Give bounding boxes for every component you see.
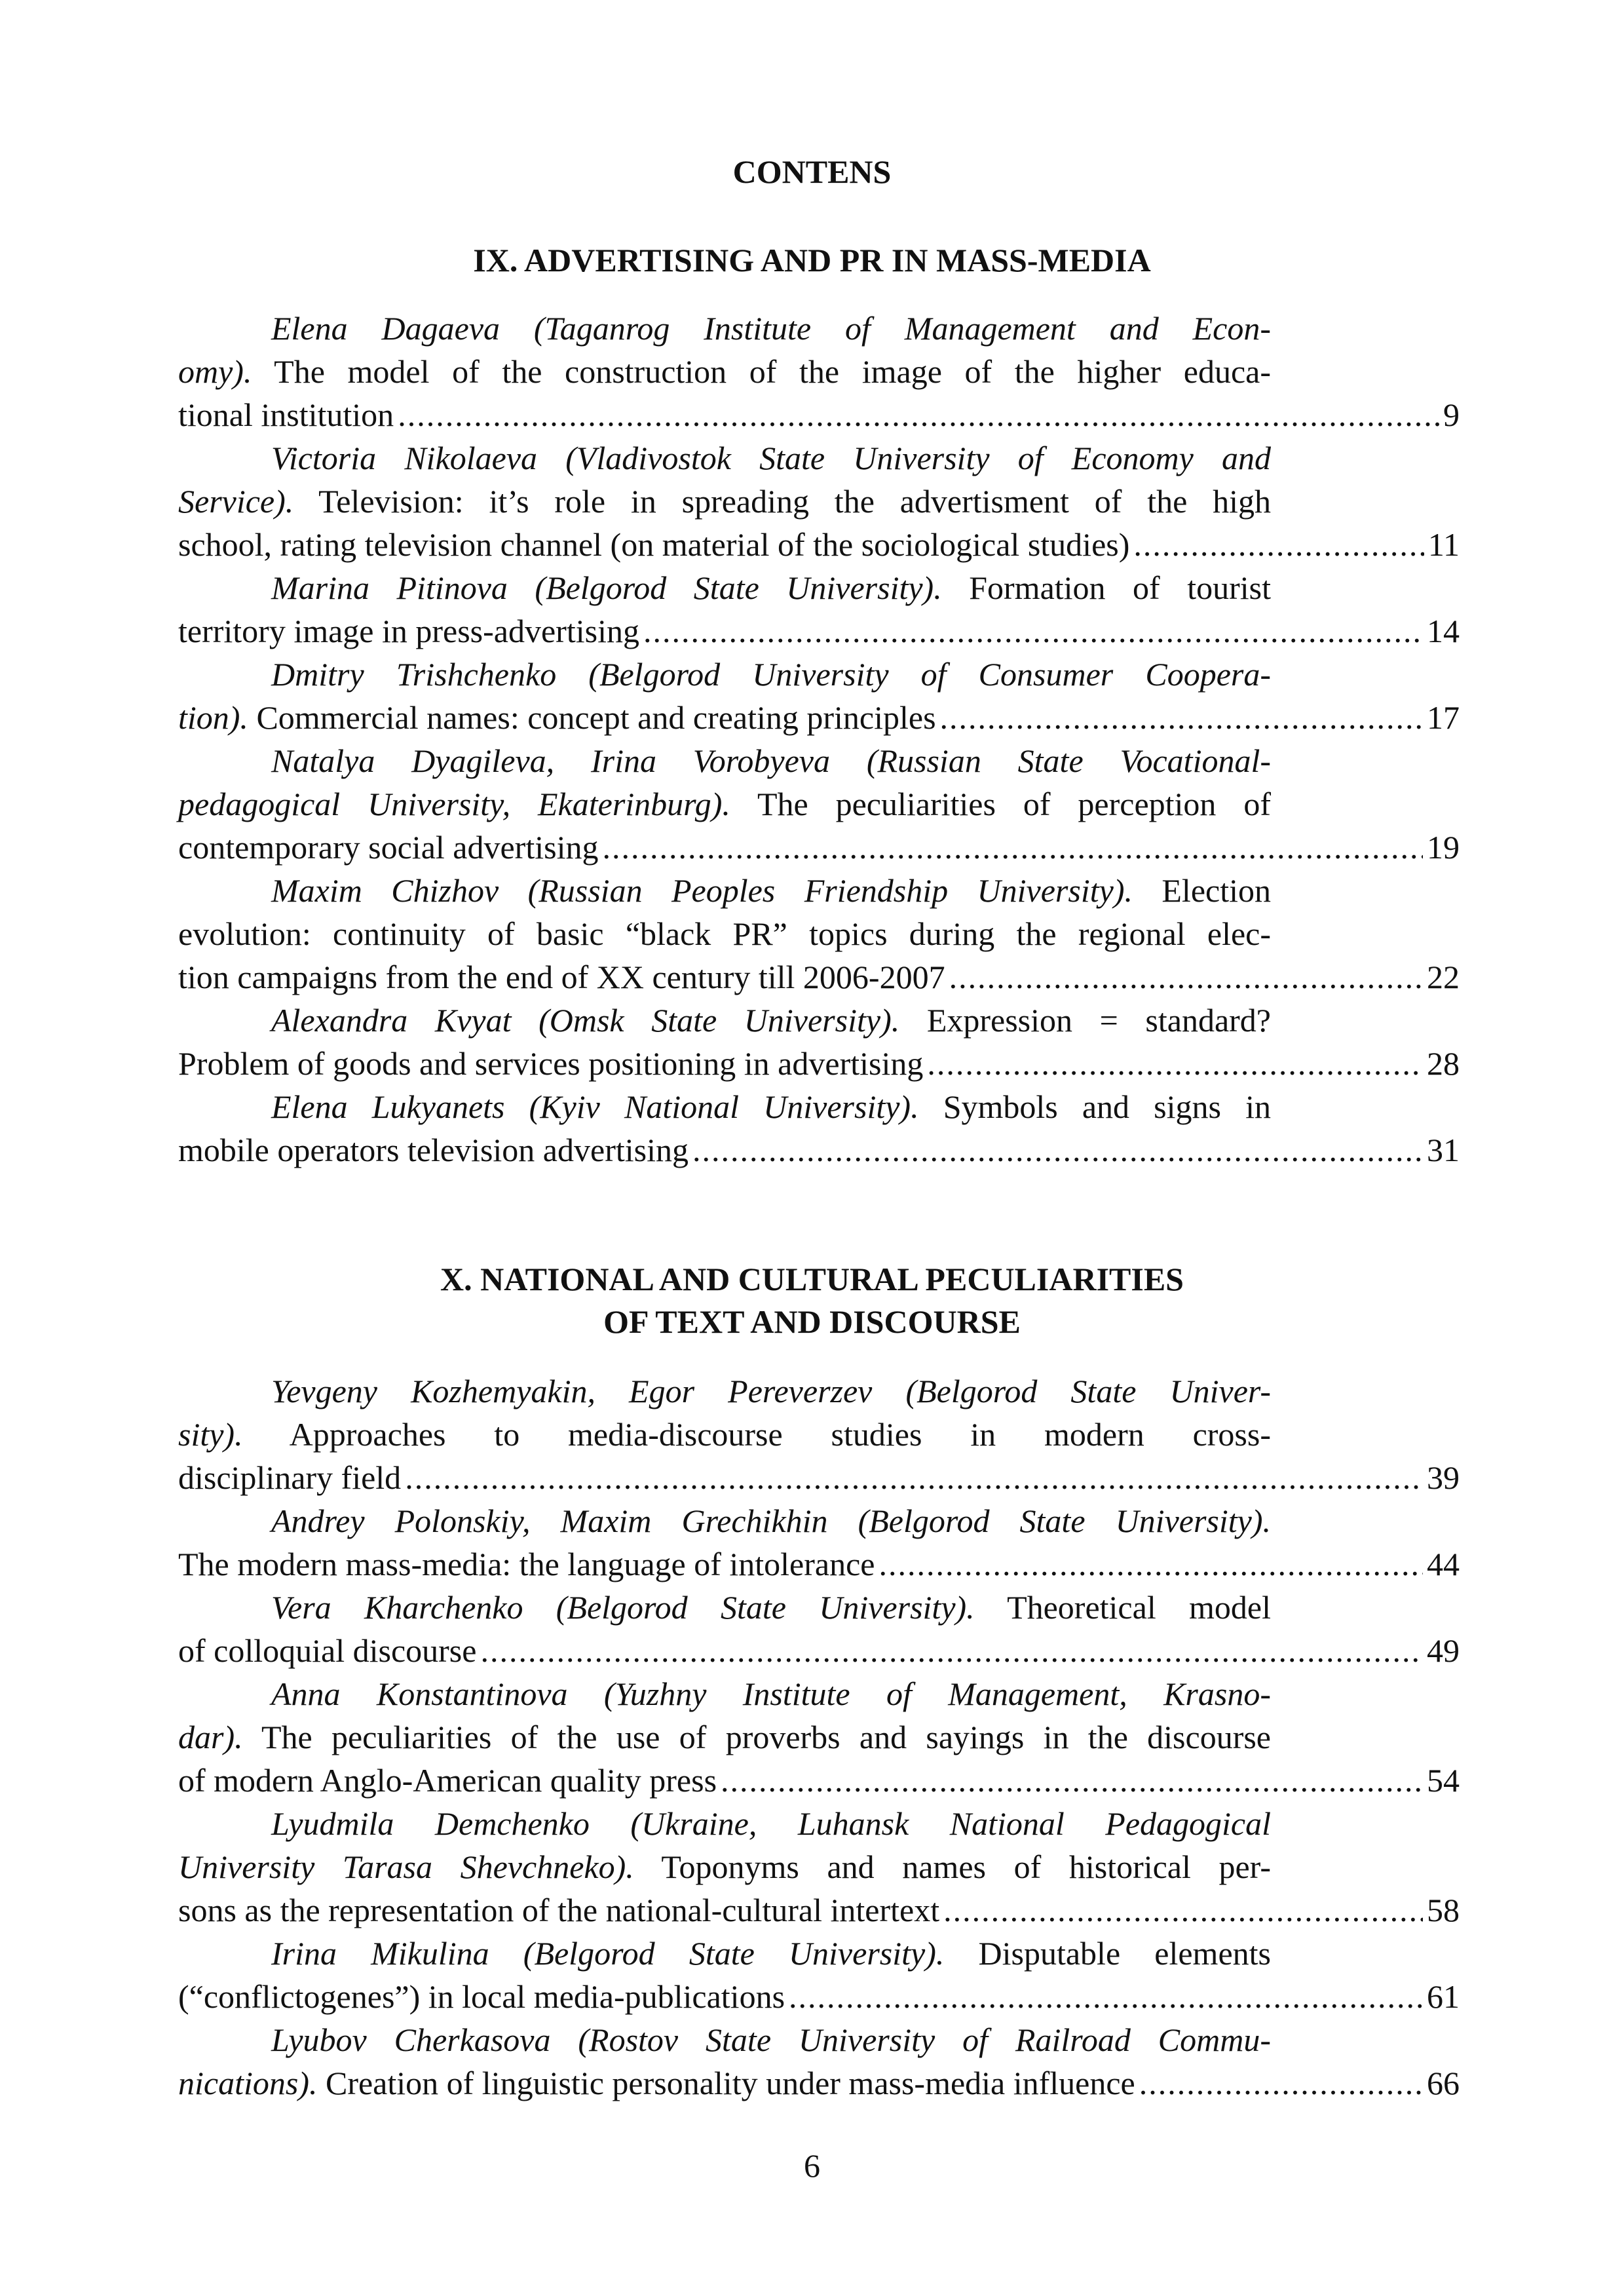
toc-entry-line <box>271 1932 1271 1975</box>
author-affiliation: Yevgeny Kozhemyakin, Egor Pereverzev (Belgorod State Univer- <box>271 1373 1271 1409</box>
toc-entry-line <box>178 480 1271 523</box>
author-affiliation: Alexandra Kvyat (Omsk State University). <box>271 1002 900 1039</box>
leader-dots <box>943 1888 1423 1932</box>
toc-entry-link[interactable] <box>178 1456 1460 1499</box>
toc-entry-line <box>178 1715 1271 1759</box>
author-affiliation: Andrey Polonskiy, Maxim Grechikhin (Belgorod State University). <box>271 1502 1271 1539</box>
author-affiliation: Irina Mikulina (Belgorod State University). <box>271 1935 945 1972</box>
leader-dots <box>789 1975 1423 2018</box>
author-affiliation: omy). <box>178 353 252 390</box>
author-affiliation: Service). <box>178 483 294 520</box>
page-ref: 66 <box>1427 2065 1460 2101</box>
author-affiliation: Marina Pitinova (Belgorod State University). <box>271 569 942 606</box>
toc-entry-link[interactable] <box>178 393 1460 436</box>
toc-entry-link[interactable] <box>178 696 1460 739</box>
article-title: Creation of linguistic personality under mass-media influence <box>317 2065 1135 2101</box>
article-title: Problem of goods and services positioning in advertising <box>178 1045 924 1082</box>
toc-entry-line <box>178 350 1271 393</box>
author-affiliation: Elena Lukyanets (Kyiv National University). <box>271 1088 919 1125</box>
page-ref: 19 <box>1427 829 1460 866</box>
article-title: Commercial names: concept and creating principles <box>248 699 936 736</box>
article-title: Approaches to media-discourse studies in modern cross- <box>242 1416 1271 1453</box>
page-ref: 9 <box>1443 396 1460 433</box>
article-title: tional institution <box>178 396 394 433</box>
toc-entry-link[interactable] <box>178 1975 1460 2018</box>
page-ref: 28 <box>1427 1045 1460 1082</box>
author-affiliation: Lyudmila Demchenko (Ukraine, Luhansk National Pedagogical <box>271 1805 1271 1842</box>
author-affiliation: Anna Konstantinova (Yuzhny Institute of Management, Krasno- <box>271 1675 1271 1712</box>
article-title: Theoretical model <box>974 1589 1271 1626</box>
page-ref: 22 <box>1427 959 1460 995</box>
toc-entry-link[interactable] <box>178 523 1460 566</box>
toc-entry-line <box>271 436 1271 480</box>
article-title: evolution: continuity of basic “black PR” topics during the regional elec- <box>178 915 1271 952</box>
page-ref: 39 <box>1427 1459 1460 1496</box>
toc-entry-line <box>271 1802 1271 1845</box>
leader-dots <box>878 1542 1423 1586</box>
article-title: The peculiarities of the use of proverbs and sayings in the discourse <box>242 1719 1271 1755</box>
toc-entry-line <box>271 307 1271 350</box>
author-affiliation: pedagogical University, Ekaterinburg). <box>178 786 730 822</box>
page-ref: 54 <box>1427 1762 1460 1799</box>
toc-entry-link[interactable] <box>178 1629 1460 1672</box>
toc-entry-link[interactable] <box>178 1888 1460 1932</box>
leader-dots <box>405 1456 1423 1499</box>
section-heading-advertising: IX. ADVERTISING AND PR IN MASS-MEDIA <box>473 242 1151 278</box>
author-affiliation: Maxim Chizhov (Russian Peoples Friendship University). <box>271 872 1133 909</box>
toc-entry-link[interactable] <box>178 1542 1460 1586</box>
leader-dots <box>1139 2061 1423 2105</box>
article-title: Television: it’s role in spreading the advertisment of the high <box>293 483 1271 520</box>
toc-entry-line <box>178 782 1271 826</box>
leader-dots <box>949 955 1423 999</box>
toc-entry-link[interactable] <box>178 826 1460 869</box>
toc-entry-line <box>178 1413 1271 1456</box>
toc-entry-link[interactable] <box>178 1042 1460 1085</box>
toc-entry-line <box>271 869 1271 912</box>
article-title: of modern Anglo-American quality press <box>178 1762 717 1799</box>
article-title: (“conflictogenes”) in local media-publications <box>178 1978 785 2015</box>
section-heading-national-line1: X. NATIONAL AND CULTURAL PECULIARITIES <box>440 1261 1184 1297</box>
article-title: The modern mass-media: the language of intolerance <box>178 1546 875 1582</box>
author-affiliation: Natalya Dyagileva, Irina Vorobyeva (Russian State Vocational- <box>271 742 1271 779</box>
toc-entry-line <box>271 1369 1271 1413</box>
toc-entry-line <box>271 2018 1271 2061</box>
leader-dots <box>692 1128 1423 1172</box>
page-ref: 17 <box>1427 699 1460 736</box>
leader-dots <box>721 1759 1423 1802</box>
article-title: territory image in press-advertising <box>178 613 639 649</box>
author-affiliation: Vera Kharchenko (Belgorod State University). <box>271 1589 975 1626</box>
leader-dots <box>398 393 1439 436</box>
article-title: Formation of tourist <box>941 569 1271 606</box>
toc-entry-line <box>271 566 1271 609</box>
leader-dots <box>602 826 1423 869</box>
article-title: Expression = standard? <box>899 1002 1272 1039</box>
author-affiliation: Elena Dagaeva (Taganrog Institute of Management and Econ- <box>271 310 1271 347</box>
page-ref: 58 <box>1427 1892 1460 1928</box>
page-ref: 31 <box>1427 1132 1460 1168</box>
article-title: contemporary social advertising <box>178 829 599 866</box>
author-affiliation: Victoria Nikolaeva (Vladivostok State University of Economy and <box>271 440 1271 476</box>
article-title: sons as the representation of the national-cultural intertext <box>178 1892 940 1928</box>
article-title: tion campaigns from the end of XX century till 2006-2007 <box>178 959 945 995</box>
toc-entry-link[interactable] <box>178 2061 1460 2105</box>
author-affiliation: University Tarasa Shevchneko). <box>178 1848 634 1885</box>
page-ref: 14 <box>1427 613 1460 649</box>
article-title: The model of the construction of the image of the higher educa- <box>252 353 1271 390</box>
leader-dots <box>927 1042 1423 1085</box>
leader-dots <box>643 609 1423 653</box>
toc-entry-line <box>271 1586 1271 1629</box>
author-affiliation: tion). <box>178 699 248 736</box>
toc-entry-line <box>178 1845 1271 1888</box>
article-title: mobile operators television advertising <box>178 1132 689 1168</box>
section-heading-national-line2: OF TEXT AND DISCOURSE <box>603 1303 1021 1340</box>
toc-entry-line <box>271 1672 1271 1715</box>
article-title: Election <box>1132 872 1271 909</box>
author-affiliation: dar). <box>178 1719 243 1755</box>
toc-entry-line <box>271 999 1271 1042</box>
article-title: school, rating television channel (on material of the sociological studies) <box>178 526 1130 563</box>
page-ref: 61 <box>1427 1978 1460 2015</box>
author-affiliation: Lyubov Cherkasova (Rostov State University of Railroad Commu- <box>271 2021 1271 2058</box>
toc-entry-line <box>271 653 1271 696</box>
toc-entry-line <box>271 739 1271 782</box>
page-ref: 49 <box>1427 1632 1460 1669</box>
article-title: The peculiarities of perception of <box>730 786 1271 822</box>
article-title: Symbols and signs in <box>918 1088 1271 1125</box>
article-title: of colloquial discourse <box>178 1632 477 1669</box>
toc-entry-link[interactable] <box>178 609 1460 653</box>
author-affiliation: sity). <box>178 1416 243 1453</box>
article-title: Disputable elements <box>944 1935 1271 1972</box>
article-title: Toponyms and names of historical per- <box>633 1848 1271 1885</box>
toc-entry-line <box>178 912 1271 955</box>
toc-entry-link[interactable] <box>178 1128 1460 1172</box>
toc-entry-line <box>271 1499 1271 1542</box>
leader-dots <box>940 696 1423 739</box>
page-number: 6 <box>804 2147 820 2184</box>
page-ref: 11 <box>1427 526 1460 563</box>
author-affiliation: nications). <box>178 2065 318 2101</box>
author-affiliation: Dmitry Trishchenko (Belgorod University of Consumer Coopera- <box>271 656 1271 693</box>
leader-dots <box>480 1629 1423 1672</box>
contents-title: CONTENS <box>732 153 892 190</box>
toc-entry-link[interactable] <box>178 1759 1460 1802</box>
leader-dots <box>1133 523 1424 566</box>
toc-entry-line <box>271 1085 1271 1128</box>
page-ref: 44 <box>1427 1546 1460 1582</box>
toc-entry-link[interactable] <box>178 955 1460 999</box>
article-title: disciplinary field <box>178 1459 402 1496</box>
